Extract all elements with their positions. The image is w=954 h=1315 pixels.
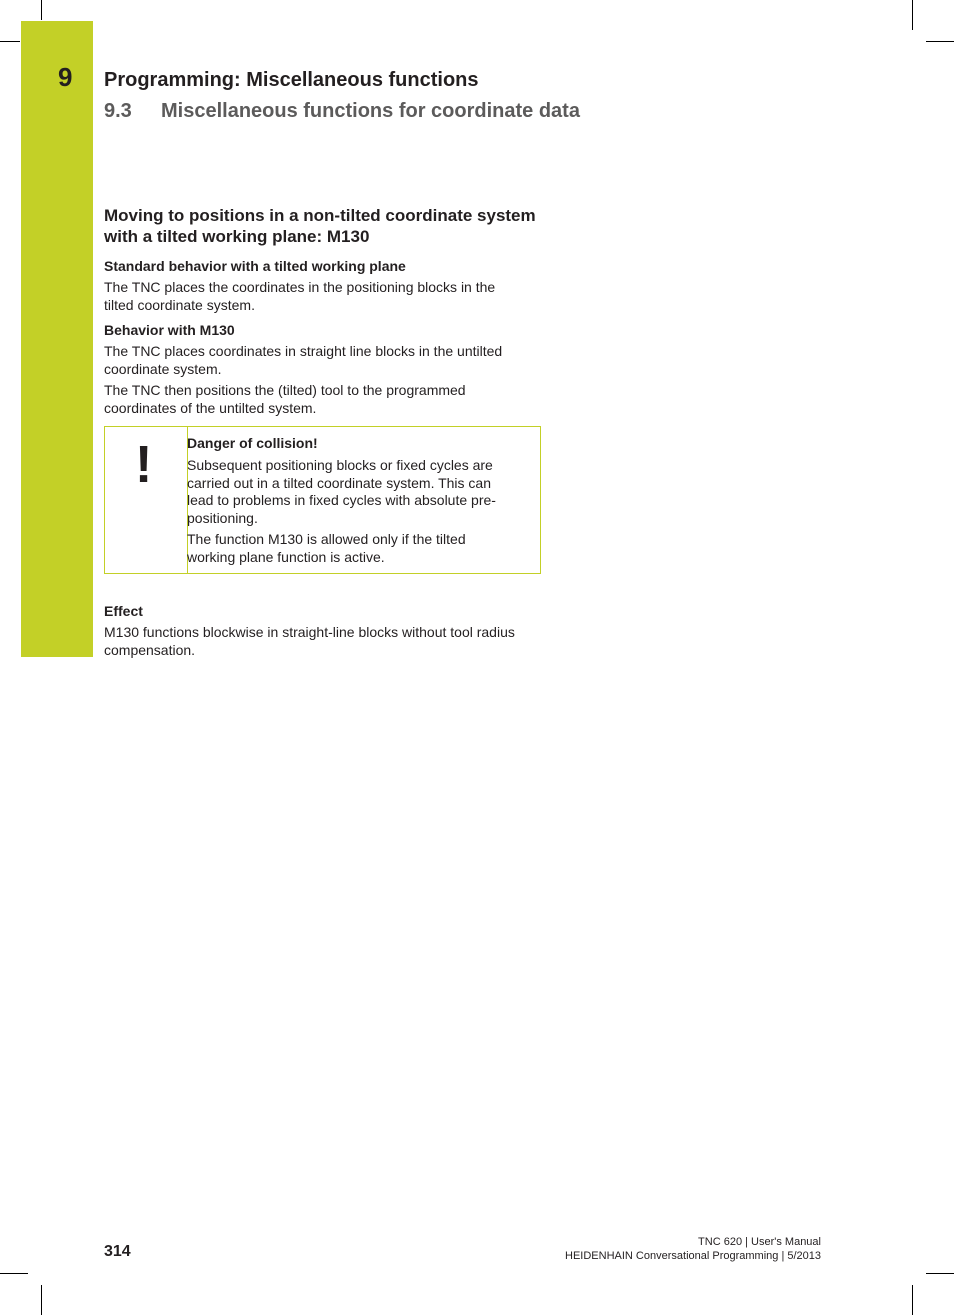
text-line: carried out in a tilted coordinate system. This can	[187, 474, 492, 491]
article-heading	[104, 205, 554, 247]
article-heading-line: with a tilted working plane: M130	[104, 227, 370, 246]
page-number: 314	[104, 1243, 131, 1260]
crop-mark	[912, 0, 913, 30]
crop-mark	[41, 1285, 42, 1315]
text-line: The function M130 is allowed only if the tilted	[187, 531, 466, 547]
article-heading-line: Moving to positions in a non-tilted coordinate system	[104, 206, 536, 225]
text-line: Subsequent positioning blocks or fixed cycles are	[187, 457, 493, 473]
crop-mark	[912, 1285, 913, 1315]
footer-manual: TNC 620 | User's Manual	[698, 1236, 821, 1248]
text-line: tilted coordinate system.	[104, 296, 255, 313]
warning-text-1	[187, 457, 527, 527]
warning-text-2	[187, 531, 527, 566]
standard-behavior-text	[104, 279, 554, 314]
text-line: positioning.	[187, 509, 258, 526]
crop-mark	[41, 0, 42, 20]
text-line: coordinates of the untilted system.	[104, 399, 317, 416]
chapter-tab	[21, 21, 93, 657]
text-line: lead to problems in fixed cycles with absolute pre-	[187, 492, 496, 508]
text-line: The TNC then positions the (tilted) tool to the programmed	[104, 382, 466, 398]
text-line: compensation.	[104, 641, 196, 658]
chapter-title: Programming: Miscellaneous functions	[104, 69, 479, 91]
article-body	[104, 205, 554, 417]
exclamation-icon: !	[135, 436, 153, 494]
collision-warning-box	[104, 426, 541, 574]
text-line: The TNC places the coordinates in the positioning blocks in the	[104, 279, 496, 295]
footer-info	[565, 1235, 821, 1263]
standard-behavior-heading: Standard behavior with a tilted working plane	[104, 258, 406, 274]
crop-mark	[926, 41, 954, 42]
effect-heading: Effect	[104, 603, 143, 619]
m130-behavior-heading: Behavior with M130	[104, 322, 235, 338]
warning-body	[187, 434, 527, 566]
chapter-number: 9	[58, 62, 73, 92]
section-number: 9.3	[104, 100, 132, 122]
section-title: Miscellaneous functions for coordinate data	[161, 100, 580, 122]
effect-text	[104, 624, 554, 659]
text-line: working plane function is active.	[187, 548, 385, 565]
m130-behavior-text-1	[104, 343, 554, 378]
crop-mark	[0, 41, 20, 42]
crop-mark	[926, 1273, 954, 1274]
crop-mark	[0, 1273, 28, 1274]
text-line: The TNC places coordinates in straight line blocks in the untilted	[104, 343, 503, 359]
warning-title: Danger of collision!	[187, 435, 318, 451]
effect-section	[104, 602, 554, 659]
text-line: coordinate system.	[104, 360, 222, 377]
text-line: M130 functions blockwise in straight-line blocks without tool radius	[104, 624, 515, 640]
footer-subtitle: HEIDENHAIN Conversational Programming | 5/2013	[565, 1250, 821, 1262]
m130-behavior-text-2	[104, 382, 554, 417]
